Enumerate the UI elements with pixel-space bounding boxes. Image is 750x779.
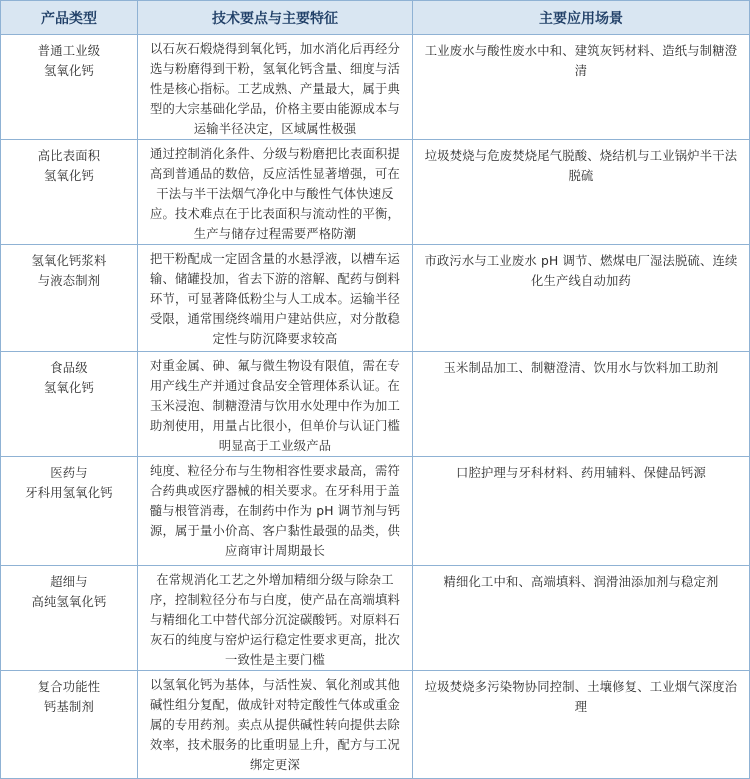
features-cell: 通过控制消化条件、分级与粉磨把比表面积提高到普通品的数倍，反应活性显著增强，可在干法与半干法烟气净化中与酸性气体快速反应。技术难点在于比表面积与流动性的平衡，生产与储存过程需要严格防潮 — [138, 140, 413, 245]
features-cell: 对重金属、砷、氟与微生物设有限值，需在专用产线生产并通过食品安全管理体系认证。在玉米浸泡、制糖澄清与饮用水处理中作为加工助剂使用，用量占比很小，但单价与认证门槛明显高于工业级产品 — [138, 352, 413, 457]
product-type-cell — [1, 457, 138, 566]
product-type-line: 高纯氢氧化钙 — [31, 595, 107, 609]
product-type-line: 氢氧化钙浆料 — [31, 254, 107, 268]
product-type-cell — [1, 140, 138, 245]
applications-cell: 玉米制品加工、制糖澄清、饮用水与饮料加工助剂 — [413, 352, 750, 457]
product-type-line: 氢氧化钙 — [44, 169, 94, 183]
product-type-line: 食品级 — [50, 361, 88, 375]
features-cell: 以石灰石煅烧得到氧化钙，加水消化后再经分选与粉磨得到干粉，氢氧化钙含量、细度与活性是核心指标。工艺成熟、产量最大，属于典型的大宗基础化学品，价格主要由能源成本与运输半径决定，区域属性极强 — [138, 35, 413, 140]
product-type-cell — [1, 35, 138, 140]
product-type-line: 医药与 — [50, 466, 88, 480]
product-type-line: 超细与 — [50, 575, 88, 589]
header-features: 技术要点与主要特征 — [138, 1, 413, 35]
product-type-line: 钙基制剂 — [44, 700, 94, 714]
product-type-cell — [1, 566, 138, 671]
applications-cell: 市政污水与工业废水 pH 调节、燃煤电厂湿法脱硫、连续化生产线自动加药 — [413, 245, 750, 352]
product-type-line: 牙科用氢氧化钙 — [25, 486, 113, 500]
product-type-line: 与液态制剂 — [37, 274, 101, 288]
applications-cell: 垃圾焚烧多污染物协同控制、土壤修复、工业烟气深度治理 — [413, 671, 750, 779]
table-row — [1, 35, 750, 140]
table-row — [1, 566, 750, 671]
header-row — [1, 1, 750, 35]
table-row — [1, 140, 750, 245]
product-type-cell — [1, 352, 138, 457]
features-cell: 把干粉配成一定固含量的水悬浮液，以槽车运输、储罐投加，省去下游的溶解、配药与倒料环节，可显著降低粉尘与人工成本。运输半径受限，通常围绕终端用户建站供应，对分散稳定性与防沉降要求较高 — [138, 245, 413, 352]
features-cell: 在常规消化工艺之外增加精细分级与除杂工序，控制粒径分布与白度，使产品在高端填料与精细化工中替代部分沉淀碳酸钙。对原料石灰石的纯度与窑炉运行稳定性要求更高，批次一致性是主要门槛 — [138, 566, 413, 671]
product-type-cell — [1, 671, 138, 779]
table-row — [1, 352, 750, 457]
product-type-line: 普通工业级 — [37, 44, 101, 58]
product-type-line: 氢氧化钙 — [44, 64, 94, 78]
header-applications: 主要应用场景 — [413, 1, 750, 35]
features-cell: 以氢氧化钙为基体，与活性炭、氧化剂或其他碱性组分复配，做成针对特定酸性气体或重金属的专用药剂。卖点从提供碱性转向提供去除效率，技术服务的比重明显上升，配方与工况绑定更深 — [138, 671, 413, 779]
product-type-line: 高比表面积 — [37, 149, 101, 163]
product-type-line: 复合功能性 — [37, 680, 101, 694]
table-row — [1, 671, 750, 779]
applications-cell: 垃圾焚烧与危废焚烧尾气脱酸、烧结机与工业锅炉半干法脱硫 — [413, 140, 750, 245]
product-type-line: 氢氧化钙 — [44, 381, 94, 395]
applications-cell: 工业废水与酸性废水中和、建筑灰钙材料、造纸与制糖澄清 — [413, 35, 750, 140]
applications-cell: 精细化工中和、高端填料、润滑油添加剂与稳定剂 — [413, 566, 750, 671]
table-row — [1, 457, 750, 566]
features-cell: 纯度、粒径分布与生物相容性要求最高，需符合药典或医疗器械的相关要求。在牙科用于盖髓与根管消毒，在制药中作为 pH 调节剂与钙源，属于量小价高、客户黏性最强的品类，供应商审计周期最长 — [138, 457, 413, 566]
table-row — [1, 245, 750, 352]
product-type-cell — [1, 245, 138, 352]
header-product-type: 产品类型 — [1, 1, 138, 35]
applications-cell: 口腔护理与牙科材料、药用辅料、保健品钙源 — [413, 457, 750, 566]
